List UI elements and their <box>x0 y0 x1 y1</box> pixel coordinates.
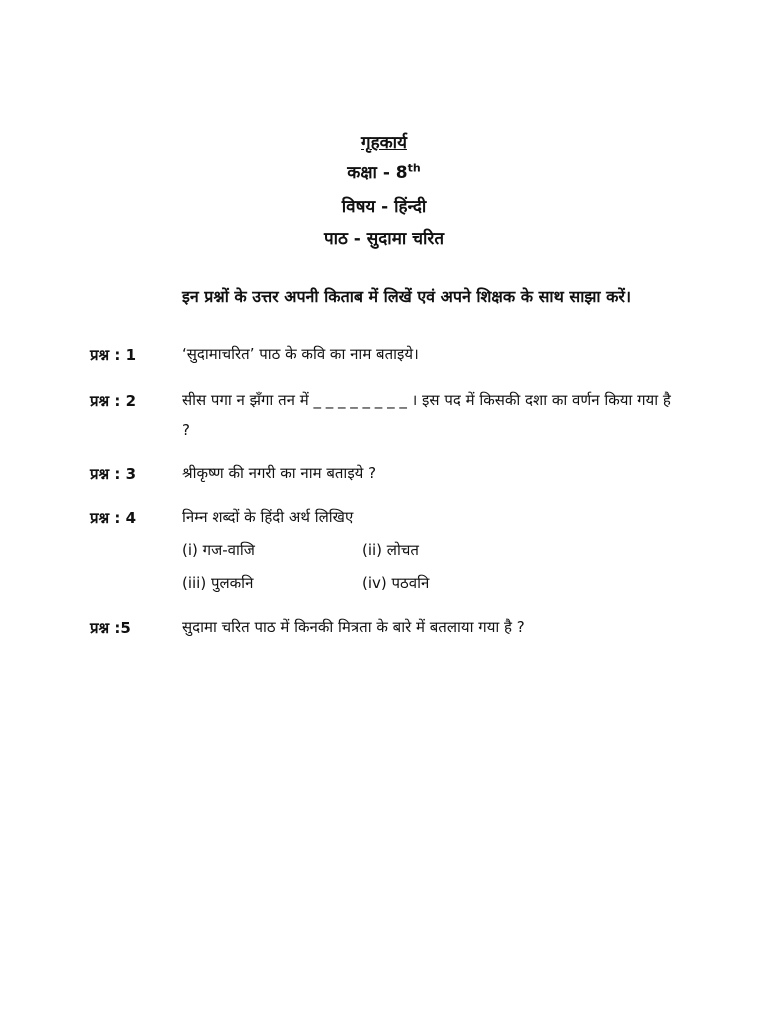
question-label: प्रश्न : 3 <box>90 465 137 483</box>
q4-option-4: (iv) पठवनि <box>362 574 430 592</box>
q4-option-1: (i) गज-वाजि <box>182 541 255 559</box>
class-sup: th <box>407 161 421 175</box>
q4-option-3: (iii) पुलकनि <box>182 574 254 592</box>
question-label: प्रश्न : 1 <box>90 346 137 364</box>
q4-option-2: (ii) लोचत <box>362 541 419 559</box>
lesson-line: पाठ - सुदामा चरित <box>323 229 445 249</box>
question-text: सीस पगा न झँगा तन में _ _ _ _ _ _ _ _ । इस पद में किसकी दशा का वर्णन किया गया है ? <box>182 391 671 439</box>
question-text: निम्न शब्दों के हिंदी अर्थ लिखिए <box>182 508 354 526</box>
question-label: प्रश्न : 4 <box>90 509 137 527</box>
question-label: प्रश्न : 2 <box>90 392 137 410</box>
instruction-text: इन प्रश्नों के उत्तर अपनी किताब में लिखें एवं अपने शिक्षक के साथ साझा करें। <box>182 287 632 306</box>
homework-title: गृहकार्य <box>361 133 407 153</box>
question-label: प्रश्न :5 <box>90 619 131 637</box>
question-text: श्रीकृष्ण की नगरी का नाम बताइये ? <box>182 464 377 482</box>
question-text: ‘सुदामाचरित’ पाठ के कवि का नाम बताइये। <box>182 345 419 363</box>
subject-line: विषय - हिंन्दी <box>341 197 427 217</box>
question-text: सुदामा चरित पाठ में किनकी मित्रता के बारे में बतलाया गया है ? <box>182 618 525 636</box>
class-line <box>0 160 768 183</box>
class-label: कक्षा - 8 <box>347 163 408 183</box>
